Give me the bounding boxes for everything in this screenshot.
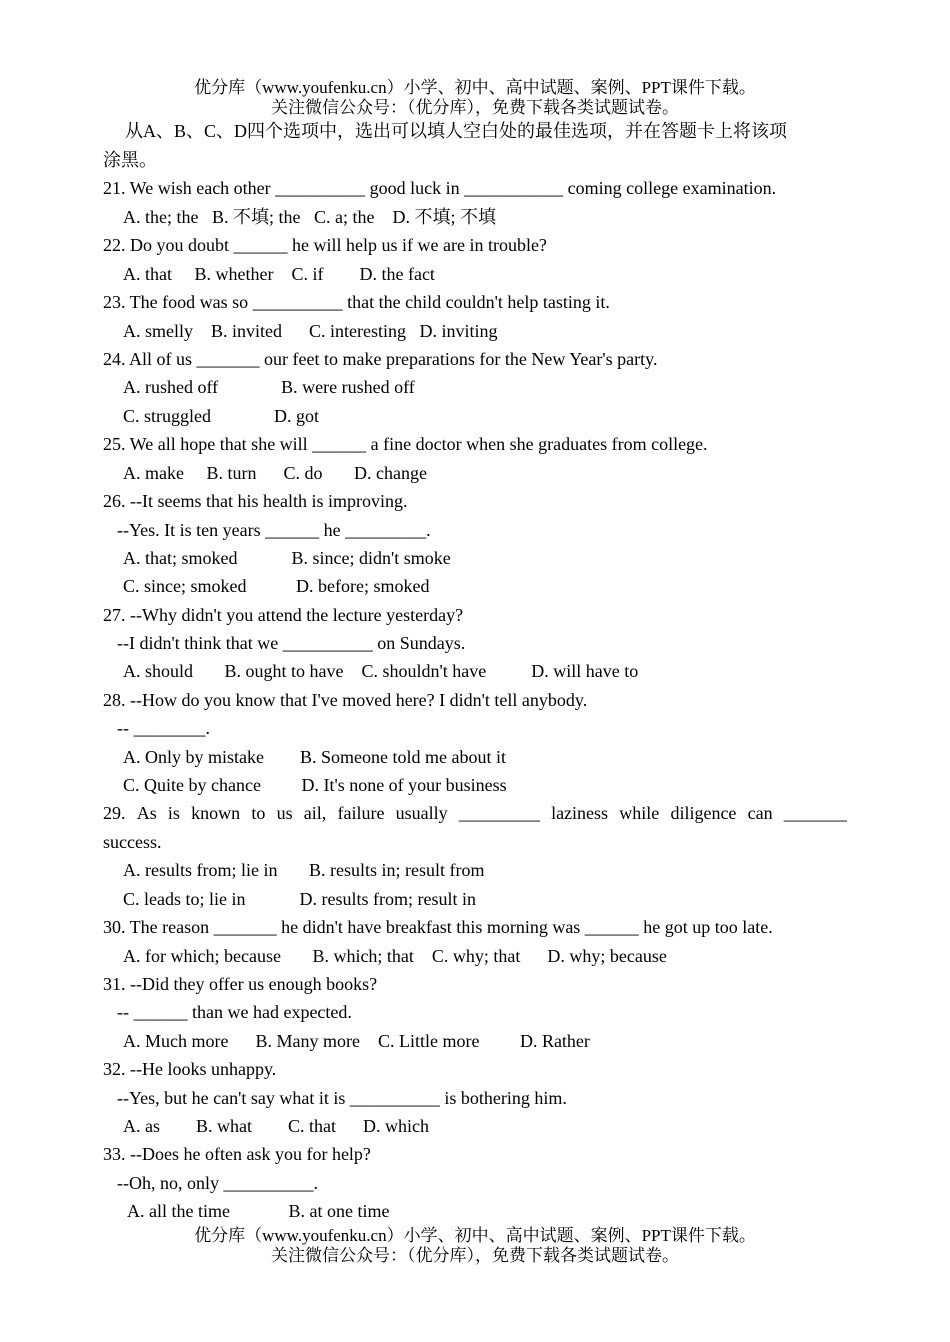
q29-stem-end: success.: [103, 832, 162, 852]
q31-reply: -- ______ than we had expected.: [117, 1002, 352, 1022]
q28-reply: -- ________.: [117, 718, 210, 738]
q29-word: _______: [783, 803, 847, 823]
footer-line-2: 关注微信公众号：（优分库），免费下载各类试题试卷。: [271, 1246, 679, 1265]
q31-options: A. Much more B. Many more C. Little more D. Rather: [123, 1031, 590, 1051]
q32-options: A. as B. what C. that D. which: [123, 1116, 429, 1136]
q32-reply: --Yes, but he can't say what it is __________ is bothering him.: [117, 1088, 567, 1108]
instructions-line-2: 涂黑。: [103, 150, 157, 170]
q29-word: can: [747, 803, 773, 823]
q29-word: usually: [395, 803, 448, 823]
q24-stem: 24. All of us _______ our feet to make preparations for the New Year's party.: [103, 349, 658, 369]
q26-options-ab: A. that; smoked B. since; didn't smoke: [123, 548, 451, 568]
q32-stem: 32. --He looks unhappy.: [103, 1059, 277, 1079]
q30-stem: 30. The reason _______ he didn't have breakfast this morning was ______ he got up too late.: [103, 917, 773, 937]
q29-word: to: [251, 803, 266, 823]
q22-stem: 22. Do you doubt ______ he will help us if we are in trouble?: [103, 235, 547, 255]
q23-options: A. smelly B. invited C. interesting D. inviting: [123, 321, 498, 341]
q21-stem: 21. We wish each other __________ good luck in ___________ coming college examination.: [103, 178, 777, 198]
q29-word: 29.: [103, 803, 126, 823]
q29-options-cd: C. leads to; lie in D. results from; result in: [123, 889, 476, 909]
q33-options: A. all the time B. at one time: [127, 1201, 390, 1221]
header-line-2: 关注微信公众号：（优分库），免费下载各类试题试卷。: [271, 98, 679, 117]
q25-stem: 25. We all hope that she will ______ a fine doctor when she graduates from college.: [103, 434, 708, 454]
q25-options: A. make B. turn C. do D. change: [123, 463, 427, 483]
q23-stem: 23. The food was so __________ that the child couldn't help tasting it.: [103, 292, 610, 312]
q26-options-cd: C. since; smoked D. before; smoked: [123, 576, 430, 596]
q29-word: failure: [337, 803, 385, 823]
q33-stem: 33. --Does he often ask you for help?: [103, 1144, 371, 1164]
q28-stem: 28. --How do you know that I've moved here? I didn't tell anybody.: [103, 690, 588, 710]
q29-word: _________: [458, 803, 540, 823]
q22-options: A. that B. whether C. if D. the fact: [123, 264, 435, 284]
footer-line-1: 优分库（www.youfenku.cn）小学、初中、高中试题、案例、PPT课件下载。: [194, 1226, 756, 1245]
q29-word: while: [619, 803, 660, 823]
q29-word: us: [276, 803, 293, 823]
q24-options-ab: A. rushed off B. were rushed off: [123, 377, 415, 397]
q28-options-ab: A. Only by mistake B. Someone told me about it: [123, 747, 506, 767]
q24-options-cd: C. struggled D. got: [123, 406, 319, 426]
q29-word: known: [191, 803, 241, 823]
q26-reply: --Yes. It is ten years ______ he _________.: [117, 520, 431, 540]
q21-options: A. the; the B. 不填; the C. a; the D. 不填; 不填: [123, 207, 496, 227]
q29-options-ab: A. results from; lie in B. results in; result from: [123, 860, 485, 880]
instructions-line-1: 从A、B、C、D四个选项中，选出可以填人空白处的最佳选项，并在答题卡上将该项: [125, 121, 788, 141]
q27-options: A. should B. ought to have C. shouldn't have D. will have to: [123, 661, 639, 681]
q27-reply: --I didn't think that we __________ on Sundays.: [117, 633, 466, 653]
q28-options-cd: C. Quite by chance D. It's none of your business: [123, 775, 507, 795]
q29-stem: [103, 803, 847, 823]
q29-word: is: [167, 803, 180, 823]
q29-word: As: [136, 803, 157, 823]
q29-word: laziness: [551, 803, 609, 823]
q31-stem: 31. --Did they offer us enough books?: [103, 974, 378, 994]
q29-word: diligence: [670, 803, 737, 823]
q29-word: ail,: [303, 803, 327, 823]
q27-stem: 27. --Why didn't you attend the lecture yesterday?: [103, 605, 464, 625]
q26-stem: 26. --It seems that his health is improving.: [103, 491, 408, 511]
q33-reply: --Oh, no, only __________.: [117, 1173, 318, 1193]
header-line-1: 优分库（www.youfenku.cn）小学、初中、高中试题、案例、PPT课件下载。: [194, 78, 756, 97]
q30-options: A. for which; because B. which; that C. why; that D. why; because: [123, 946, 667, 966]
